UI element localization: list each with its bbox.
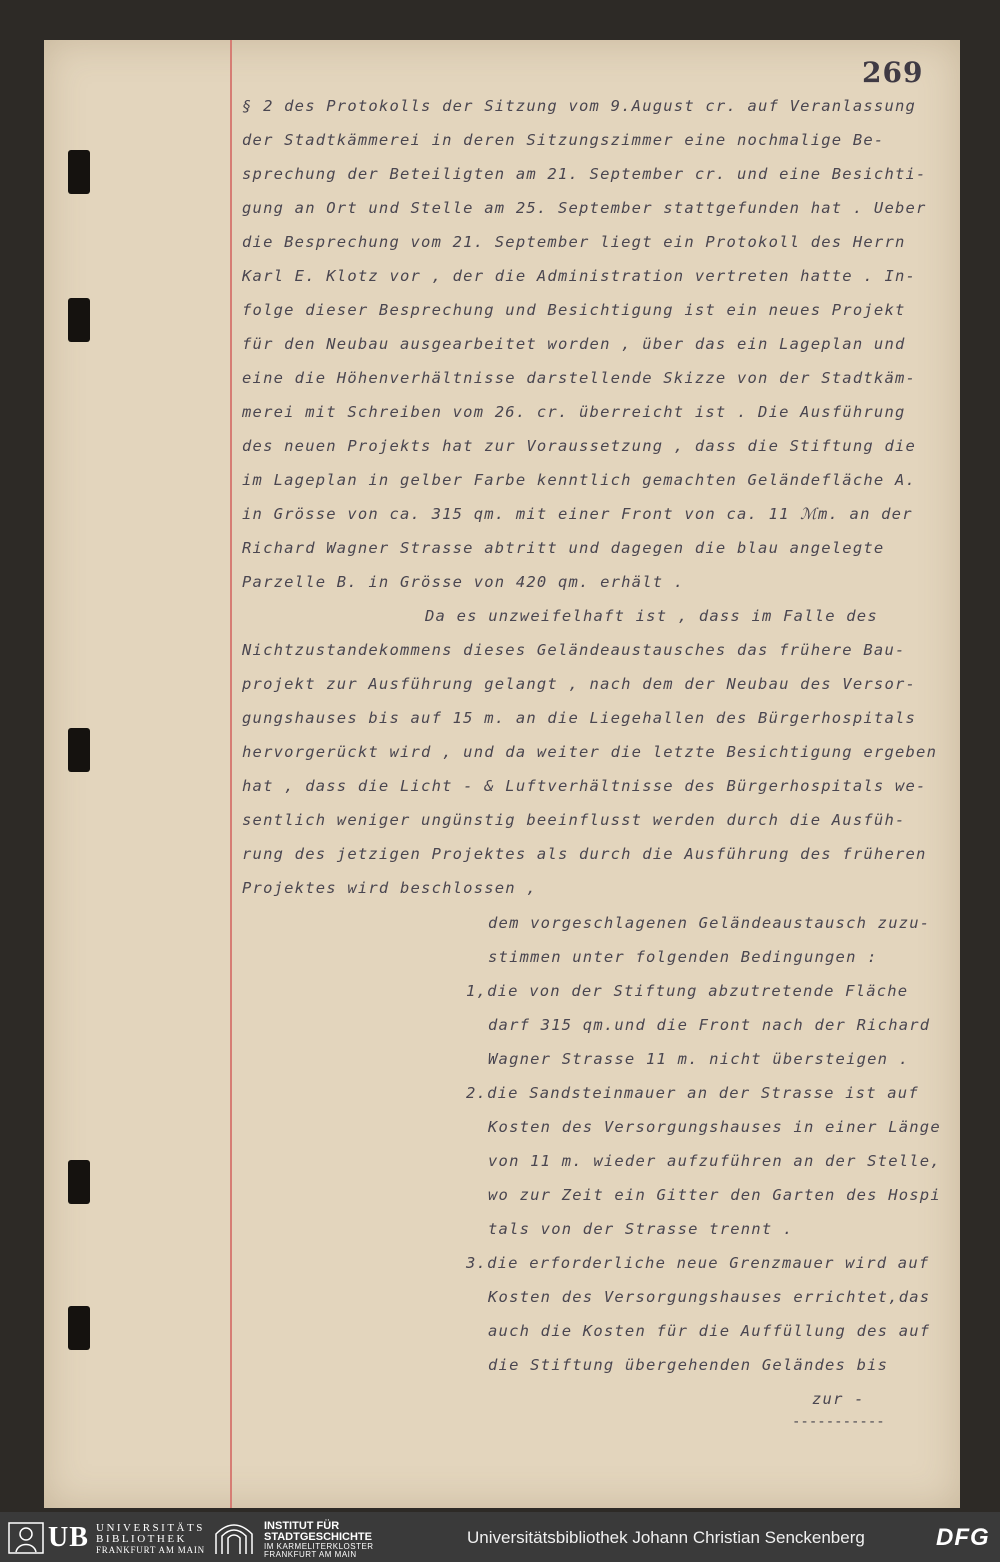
institute-name [264, 1521, 372, 1543]
body-line: Karl E. Klotz vor , der die Administration vertreten hatte . In- [242, 267, 917, 285]
resolution-line: tals von der Strasse trennt . [488, 1220, 794, 1238]
resolution-line: auch die Kosten für die Auffüllung des auf [488, 1322, 931, 1340]
ub-seal-icon [8, 1522, 44, 1554]
body-line: die Besprechung vom 21. September liegt ein Protokoll des Herrn [242, 233, 906, 251]
ub-name [96, 1523, 205, 1556]
punch-hole [68, 1160, 90, 1204]
resolution-line: Wagner Strasse 11 m. nicht übersteigen . [488, 1050, 910, 1068]
body-line: § 2 des Protokolls der Sitzung vom 9.August cr. auf Veranlassung [242, 97, 917, 115]
body-line: folge dieser Besprechung und Besichtigung ist ein neues Projekt [242, 301, 906, 319]
institute-subtitle-line: FRANKFURT AM MAIN [264, 1550, 357, 1559]
body-line: eine die Höhenverhältnisse darstellende Skizze von der Stadtkäm- [242, 369, 917, 387]
footer-bar [0, 1512, 1000, 1562]
body-line: des neuen Projekts hat zur Voraussetzung , dass die Stiftung die [242, 437, 917, 455]
body-line: der Stadtkämmerei in deren Sitzungszimmer eine nochmalige Be- [242, 131, 885, 149]
institute-arch-icon [212, 1520, 256, 1556]
body-line: Da es unzweifelhaft ist , dass im Falle des [425, 607, 878, 625]
body-line: im Lageplan in gelber Farbe kenntlich gemachten Geländefläche A. [242, 471, 917, 489]
catchword: zur - [812, 1390, 865, 1408]
punch-hole [68, 298, 90, 342]
institute-subtitle-line: IM KARMELITERKLOSTER [264, 1542, 374, 1551]
body-line: sprechung der Beteiligten am 21. September cr. und eine Besichti- [242, 165, 927, 183]
body-line: gung an Ort und Stelle am 25. September stattgefunden hat . Ueber [242, 199, 927, 217]
body-line: hervorgerückt wird , und da weiter die letzte Besichtigung ergeben [242, 743, 938, 761]
closing-rule: ----------- [792, 1414, 885, 1430]
body-line: hat , dass die Licht - & Luftverhältnisse des Bürgerhospitals we- [242, 777, 927, 795]
body-line: sentlich weniger ungünstig beeinflusst werden durch die Ausfüh- [242, 811, 906, 829]
body-line: Parzelle B. in Grösse von 420 qm. erhält . [242, 573, 685, 591]
institute-name-line: STADTGESCHICHTE [264, 1531, 372, 1543]
ub-name-line: BIBLIOTHEK [96, 1533, 187, 1545]
body-line: für den Neubau ausgearbeitet worden , über das ein Lageplan und [242, 335, 906, 353]
punch-hole [68, 1306, 90, 1350]
body-line: Richard Wagner Strasse abtritt und dagegen die blau angelegte [242, 539, 885, 557]
body-line: merei mit Schreiben vom 26. cr. überreicht ist . Die Ausführung [242, 403, 906, 421]
ub-letters: UB [48, 1522, 89, 1553]
body-line: in Grösse von ca. 315 qm. mit einer Front von ca. 11 ℳm. an der [242, 505, 913, 523]
resolution-line: 2.die Sandsteinmauer an der Strasse ist auf [466, 1084, 919, 1102]
page-number: 269 [862, 56, 924, 89]
body-line: Projektes wird beschlossen , [242, 879, 537, 897]
institute-name-line: INSTITUT FÜR [264, 1520, 340, 1532]
resolution-line: stimmen unter folgenden Bedingungen : [488, 948, 878, 966]
resolution-line: von 11 m. wieder aufzuführen an der Stelle, [488, 1152, 941, 1170]
dfg-logo: DFG [936, 1524, 990, 1551]
punch-hole [68, 150, 90, 194]
ub-name-line: FRANKFURT AM MAIN [96, 1545, 205, 1555]
ub-name-line: UNIVERSITÄTS [96, 1522, 205, 1534]
resolution-line: darf 315 qm.und die Front nach der Richard [488, 1016, 931, 1034]
body-line: rung des jetzigen Projektes als durch die Ausführung des früheren [242, 845, 927, 863]
resolution-line: dem vorgeschlagenen Geländeaustausch zuzu- [488, 914, 931, 932]
resolution-line: 1,die von der Stiftung abzutretende Fläche [466, 982, 909, 1000]
resolution-line: Kosten des Versorgungshauses errichtet,das [488, 1288, 931, 1306]
resolution-line: die Stiftung übergehenden Geländes bis [488, 1356, 889, 1374]
margin-line [230, 40, 232, 1508]
body-line: Nichtzustandekommens dieses Geländeaustausches das frühere Bau- [242, 641, 906, 659]
punch-hole [68, 728, 90, 772]
resolution-line: 3.die erforderliche neue Grenzmauer wird auf [466, 1254, 930, 1272]
body-line: projekt zur Ausführung gelangt , nach dem der Neubau des Versor- [242, 675, 917, 693]
resolution-line: Kosten des Versorgungshauses in einer Länge [488, 1118, 941, 1136]
library-title: Universitätsbibliothek Johann Christian Senckenberg [467, 1528, 865, 1547]
institute-subtitle [264, 1543, 374, 1559]
resolution-line: wo zur Zeit ein Gitter den Garten des Hospi [488, 1186, 941, 1204]
body-line: gungshauses bis auf 15 m. an die Liegehallen des Bürgerhospitals [242, 709, 917, 727]
